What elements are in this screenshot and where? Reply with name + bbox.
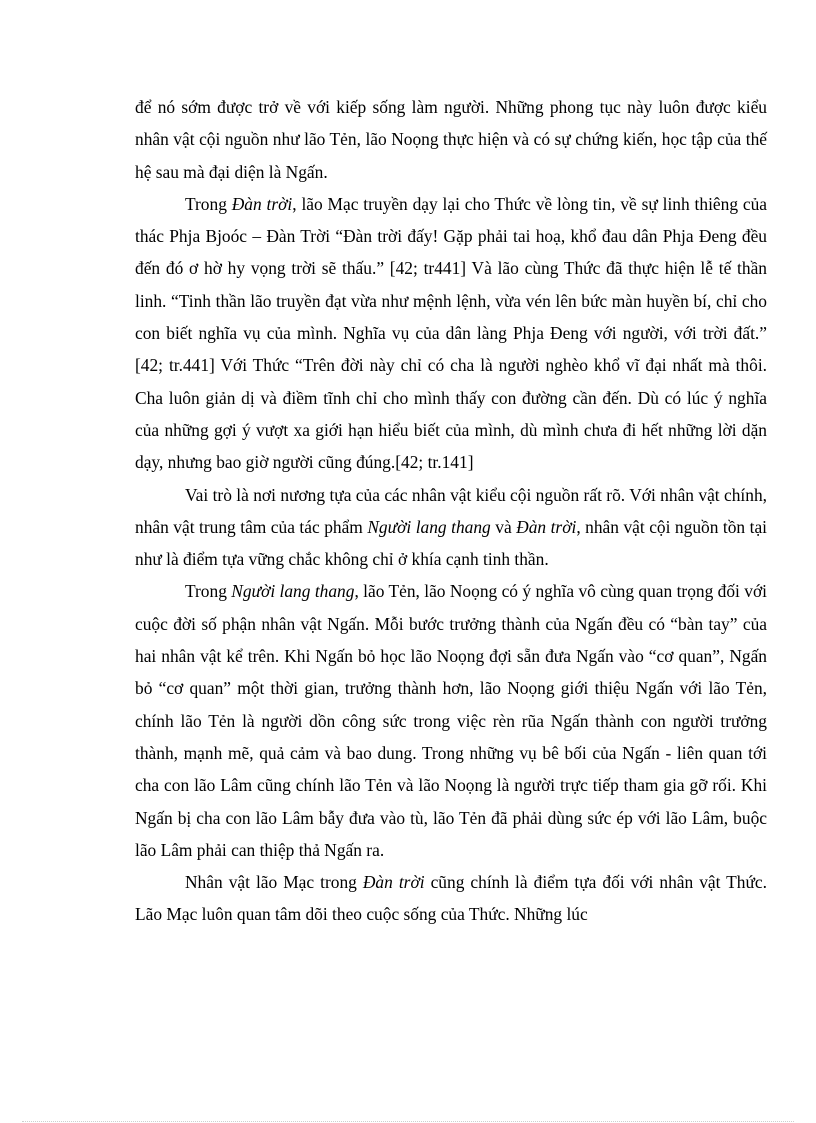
book-title-italic: Người lang thang (367, 516, 491, 537)
paragraph-1 (135, 91, 767, 188)
book-title-italic: Đàn trời (231, 193, 293, 214)
text-run: , nhân vật cội nguồn tồn tại như là điểm tựa vững chắc không chỉ ở khía cạnh tinh thần. (135, 516, 767, 570)
text-run: Vai trò là nơi nương tựa của các nhân vật kiểu cội nguồn rất rõ. Với nhân vật chính, nhân vật trung tâm của tác phẩm (135, 484, 767, 537)
text-run: Trong (185, 193, 232, 214)
text-run: để nó sớm được trở về với kiếp sống làm người. Những phong tục này luôn được kiểu nhân vật cội nguồn như lão Tẻn, lão Noọng thực hiện và có sự chứng kiến, học tập của thế hệ sau mà đại diện là Ngấn. (135, 97, 767, 182)
book-title-italic: Đàn trời (516, 516, 577, 537)
paragraph-5 (135, 866, 767, 931)
paragraph-3 (135, 479, 767, 576)
text-run: và (490, 516, 517, 537)
paragraph-4 (135, 575, 767, 866)
text-run: , lão Mạc truyền dạy lại cho Thức về lòng tin, về sự linh thiêng của thác Phja Bjoóc – Đàn Trời “Đàn trời đấy! Gặp phải tai hoạ, khổ đau dân Phja Đeng đều đến đó ơ hờ hy vọng trời sẽ thấu.” [42; tr441] Và lão cùng Thức đã thực hiện lễ tế thần linh. “Tinh thần lão truyền đạt vừa như mệnh lệnh, vừa vén lên bức màn huyền bí, chỉ cho con biết nghĩa vụ của mình. Nghĩa vụ của dân làng Phja Đeng với người, với trời đất.” [42; tr.441] Với Thức “Trên đời này chỉ có cha là người nghèo khổ vĩ đại nhất mà thôi. Cha luôn giản dị và điềm tĩnh chỉ cho mình thấy con đường cần đến. Dù có lúc ý nghĩa của những gợi ý vượt xa giới hạn hiểu biết của mình, dù mình chưa đi hết những lời dặn dạy, nhưng bao giờ người cũng đúng.[42; tr.141] (135, 193, 767, 473)
book-title-italic: Người lang thang (231, 581, 355, 602)
paragraph-2 (135, 188, 767, 479)
body-text (135, 91, 767, 931)
text-run: Trong (185, 581, 232, 602)
text-run: cũng chính là điểm tựa đối với nhân vật Thức. Lão Mạc luôn quan tâm dõi theo cuộc sống của Thức. Những lúc (135, 872, 767, 925)
text-run: , lão Tẻn, lão Noọng có ý nghĩa vô cùng quan trọng đối với cuộc đời số phận nhân vật Ngấn. Mỗi bước trưởng thành của Ngấn đều có “bàn tay” của hai nhân vật kể trên. Khi Ngấn bỏ học lão Noọng đợi sẵn đưa Ngấn vào “cơ quan”, Ngấn bỏ “cơ quan” một thời gian, trưởng thành hơn, lão Noọng giới thiệu Ngấn với lão Tẻn, chính lão Tẻn là người dồn công sức trong việc rèn rũa Ngấn thành con người trưởng thành, mạnh mẽ, quả cảm và bao dung. Trong những vụ bê bối của Ngấn - liên quan tới cha con lão Lâm cũng chính lão Tẻn và lão Noọng là người trực tiếp tham gia gỡ rối. Khi Ngấn bị cha con lão Lâm bẫy đưa vào tù, lão Tẻn đã phải dùng sức ép với lão Lâm, buộc lão Lâm phải can thiệp thả Ngấn ra. (135, 581, 767, 860)
page-bottom-divider (22, 1121, 794, 1122)
book-title-italic: Đàn trời (362, 872, 425, 893)
text-run: Nhân vật lão Mạc trong (185, 872, 363, 893)
